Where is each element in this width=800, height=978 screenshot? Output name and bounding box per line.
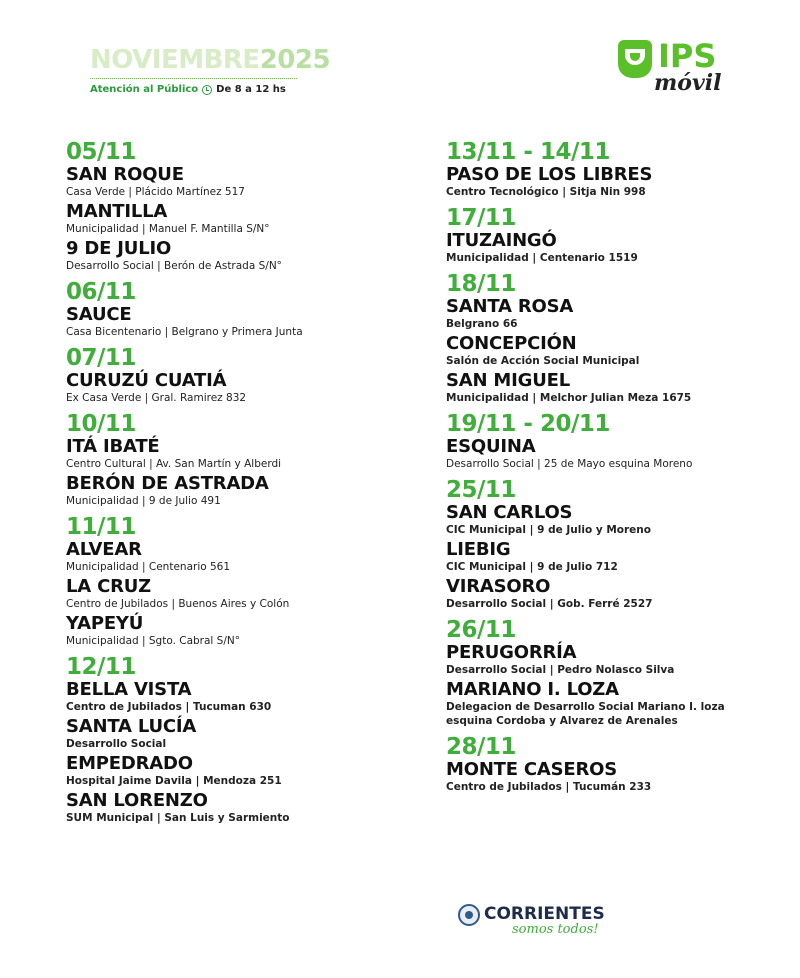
place-address: Delegacion de Desarrollo Social Mariano I. loza: [446, 701, 725, 713]
footer-slogan: somos todos!: [512, 922, 599, 937]
place-name: ALVEAR: [66, 539, 142, 560]
place-name: EMPEDRADO: [66, 753, 193, 774]
ips-movil-logo: [618, 37, 728, 102]
place-address: Centro de Jubilados | Tucumán 233: [446, 781, 652, 793]
date-group: [446, 478, 776, 611]
schedule-right-column: [446, 140, 776, 796]
date-group: [446, 412, 776, 471]
place-address: Centro de Jubilados | Tucuman 630: [66, 701, 272, 713]
place-name: ITUZAINGÓ: [446, 230, 557, 251]
date-group: [446, 272, 776, 405]
logo-sub: móvil: [654, 70, 722, 96]
title-year: 2025: [259, 45, 331, 75]
place-name: YAPEYÚ: [66, 613, 144, 634]
corrientes-logo: [458, 900, 618, 950]
date-label: 18/11: [446, 271, 516, 297]
place-address: Municipalidad | Sgto. Cabral S/N°: [66, 635, 240, 647]
date-group: [446, 140, 776, 199]
clock-icon: [202, 85, 212, 95]
place-name: CURUZÚ CUATIÁ: [66, 370, 227, 391]
place-address: Desarrollo Social | 25 de Mayo esquina Moreno: [446, 458, 693, 470]
place-name: LIEBIG: [446, 539, 511, 560]
footer-name: CORRIENTES: [484, 904, 605, 924]
schedule-left-column: [66, 140, 396, 827]
header: [90, 44, 331, 95]
seal-icon: [458, 904, 480, 926]
place-name: SAN CARLOS: [446, 502, 573, 523]
place-address: Centro de Jubilados | Buenos Aires y Colón: [66, 598, 290, 610]
place-address: Municipalidad | Centenario 1519: [446, 252, 638, 264]
date-group: [66, 140, 396, 273]
date-group: [66, 412, 396, 508]
date-label: 28/11: [446, 734, 516, 760]
place-name: VIRASORO: [446, 576, 551, 597]
place-name: MARIANO I. LOZA: [446, 679, 619, 700]
place-name: CONCEPCIÓN: [446, 333, 577, 354]
place-name: SAN MIGUEL: [446, 370, 570, 391]
place-name: LA CRUZ: [66, 576, 152, 597]
date-group: [66, 515, 396, 648]
place-name: ITÁ IBATÉ: [66, 436, 160, 457]
date-group: [66, 655, 396, 825]
date-group: [66, 280, 396, 339]
date-label: 12/11: [66, 654, 136, 680]
ips-logo-icon: [618, 40, 652, 78]
date-label: 17/11: [446, 205, 516, 231]
place-name: MONTE CASEROS: [446, 759, 618, 780]
place-name: PASO DE LOS LIBRES: [446, 164, 653, 185]
place-address: Centro Cultural | Av. San Martín y Alberdi: [66, 458, 282, 470]
place-address: SUM Municipal | San Luis y Sarmiento: [66, 812, 290, 824]
place-name: MANTILLA: [66, 201, 168, 222]
place-address: Desarrollo Social | Pedro Nolasco Silva: [446, 664, 675, 676]
date-label: 13/11 - 14/11: [446, 139, 610, 165]
place-name: BELLA VISTA: [66, 679, 192, 700]
place-address: Casa Bicentenario | Belgrano y Primera Junta: [66, 326, 303, 338]
date-label: 25/11: [446, 477, 516, 503]
date-group: [446, 206, 776, 265]
place-address: Belgrano 66: [446, 318, 518, 330]
place-name: SAN LORENZO: [66, 790, 208, 811]
date-label: 06/11: [66, 279, 136, 305]
page-title: [90, 44, 331, 76]
date-group: [66, 346, 396, 405]
place-name: ESQUINA: [446, 436, 536, 457]
place-name: 9 DE JULIO: [66, 238, 172, 259]
place-address: CIC Municipal | 9 de Julio 712: [446, 561, 618, 573]
title-divider: [90, 78, 297, 79]
date-label: 11/11: [66, 514, 136, 540]
date-label: 07/11: [66, 345, 136, 371]
place-address-line2: esquina Cordoba y Alvarez de Arenales: [446, 715, 678, 727]
logo-name: IPS: [658, 37, 717, 75]
attention-label: Atención al Público: [90, 84, 199, 95]
place-address: Ex Casa Verde | Gral. Ramirez 832: [66, 392, 247, 404]
place-name: PERUGORRÍA: [446, 642, 577, 663]
place-name: BERÓN DE ASTRADA: [66, 473, 269, 494]
place-name: SANTA ROSA: [446, 296, 574, 317]
place-name: SAUCE: [66, 304, 132, 325]
place-address: CIC Municipal | 9 de Julio y Moreno: [446, 524, 651, 536]
place-address: Casa Verde | Plácido Martínez 517: [66, 186, 245, 198]
place-address: Centro Tecnológico | Sitja Nin 998: [446, 186, 646, 198]
place-name: SAN ROQUE: [66, 164, 184, 185]
place-address: Municipalidad | Centenario 561: [66, 561, 231, 573]
place-address: Municipalidad | Melchor Julian Meza 1675: [446, 392, 692, 404]
place-address: Desarrollo Social | Berón de Astrada S/N°: [66, 260, 282, 272]
hours-line: [90, 84, 300, 95]
date-label: 26/11: [446, 617, 516, 643]
title-month: NOVIEMBRE: [90, 45, 260, 75]
hours-value: De 8 a 12 hs: [216, 84, 286, 95]
place-address: Municipalidad | 9 de Julio 491: [66, 495, 221, 507]
date-label: 05/11: [66, 139, 136, 165]
date-label: 10/11: [66, 411, 136, 437]
date-group: [446, 618, 776, 728]
place-address: Desarrollo Social | Gob. Ferré 2527: [446, 598, 653, 610]
place-address: Hospital Jaime Davila | Mendoza 251: [66, 775, 282, 787]
place-address: Salón de Acción Social Municipal: [446, 355, 640, 367]
date-label: 19/11 - 20/11: [446, 411, 610, 437]
place-address: Municipalidad | Manuel F. Mantilla S/N°: [66, 223, 270, 235]
place-name: SANTA LUCÍA: [66, 716, 197, 737]
date-group: [446, 735, 776, 794]
place-address: Desarrollo Social: [66, 738, 167, 750]
